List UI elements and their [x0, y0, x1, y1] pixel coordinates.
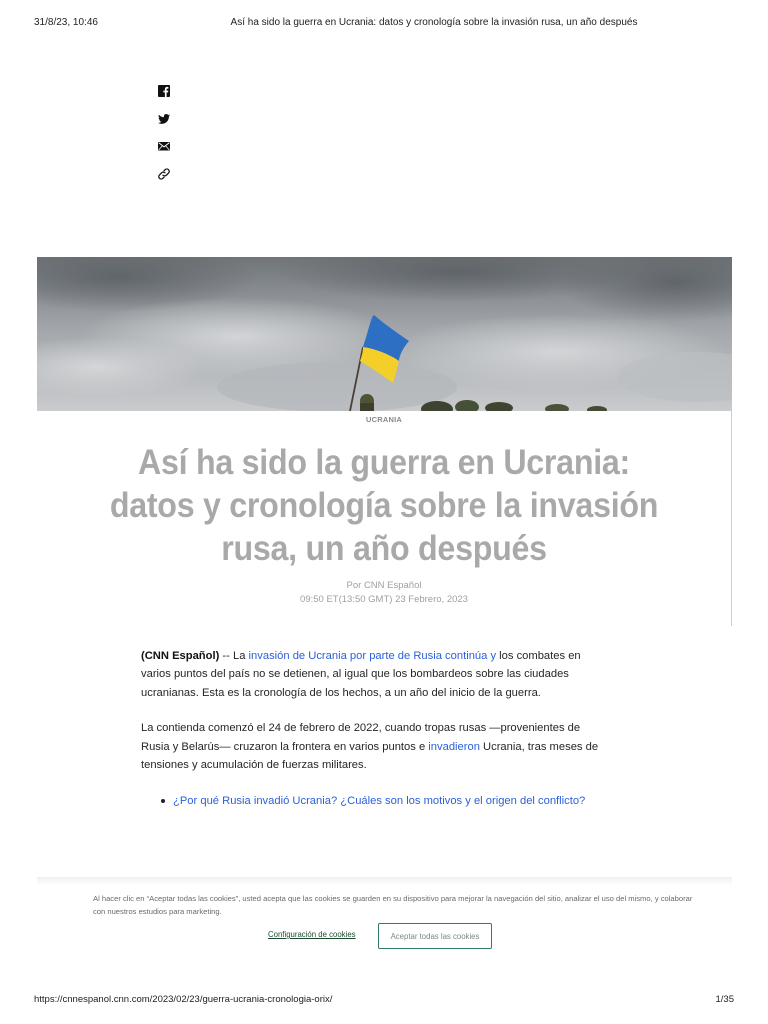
cookie-banner	[37, 885, 732, 975]
twitter-icon	[157, 112, 171, 126]
section-tag[interactable]: UCRANIA	[366, 415, 402, 424]
cookie-notice-text: Al hacer clic en “Aceptar todas las cookies”, usted acepta que las cookies se guarden en su dispositivo para mejorar la navegación del sitio, analizar el uso del mismo, y colaborar con nuestros estudios para marketing.	[93, 894, 693, 916]
hero-image	[37, 257, 732, 411]
publish-timestamp: 09:50 ET(13:50 GMT) 23 Febrero, 2023	[300, 594, 468, 605]
copy-link-button[interactable]	[157, 167, 173, 183]
related-links-list	[161, 792, 611, 810]
p1-dash: -- La	[219, 650, 249, 662]
ukraine-flag-soldier-photo	[37, 257, 732, 411]
p1-rest: los combates en varios puntos del país no se detienen, al igual que los bombardeos sobre las ciudades ucranianas. Esta es la cronología de los hechos, a un año del inicio de la guerra.	[141, 650, 581, 699]
link-icon	[157, 167, 171, 181]
invasion-link[interactable]: invasión de Ucrania por parte de Rusia continúa y	[248, 650, 497, 662]
print-url: https://cnnespanol.cnn.com/2023/02/23/guerra-ucrania-cronologia-orix/	[34, 994, 333, 1005]
print-document-title: Así ha sido la guerra en Ucrania: datos y cronología sobre la invasión rusa, un año después	[230, 17, 638, 28]
article-headline: Así ha sido la guerra en Ucrania: datos y cronología sobre la invasión rusa, un año después	[109, 443, 659, 568]
cookie-banner-shadow	[37, 877, 732, 885]
print-page-number: 1/35	[715, 994, 734, 1005]
accept-all-cookies-button[interactable]: Aceptar todas las cookies	[378, 923, 492, 949]
related-article-link[interactable]: ¿Por qué Rusia invadió Ucrania? ¿Cuáles son los motivos y el origen del conflicto?	[173, 794, 586, 807]
facebook-icon	[157, 84, 171, 98]
p2-end: Ucrania, tras meses de tensiones y acumulación de fuerzas militares.	[141, 740, 599, 772]
p2-start: La contienda comenzó el 24 de febrero de 2022, cuando tropas rusas —provenientes de Rusia y Belarús— cruzaron la frontera en varios puntos e	[141, 722, 581, 753]
twitter-share-button[interactable]	[157, 112, 173, 128]
email-icon	[157, 139, 171, 153]
related-link-item	[161, 792, 611, 810]
byline-author-line	[0, 579, 768, 593]
email-share-button[interactable]	[157, 139, 173, 155]
article-body	[141, 647, 611, 810]
paragraph-2	[141, 719, 611, 774]
share-bar	[157, 84, 177, 194]
byline	[0, 579, 768, 607]
print-datetime: 31/8/23, 10:46	[34, 17, 98, 28]
source-label: (CNN Español)	[141, 650, 220, 662]
author-link[interactable]: CNN Español	[363, 580, 422, 591]
print-header	[0, 12, 768, 32]
cookie-settings-link[interactable]: Configuración de cookies	[268, 930, 356, 939]
facebook-share-button[interactable]	[157, 84, 173, 100]
paragraph-1	[141, 647, 611, 702]
byline-prefix: Por	[346, 580, 364, 591]
invadieron-link[interactable]: invadieron	[428, 740, 480, 753]
